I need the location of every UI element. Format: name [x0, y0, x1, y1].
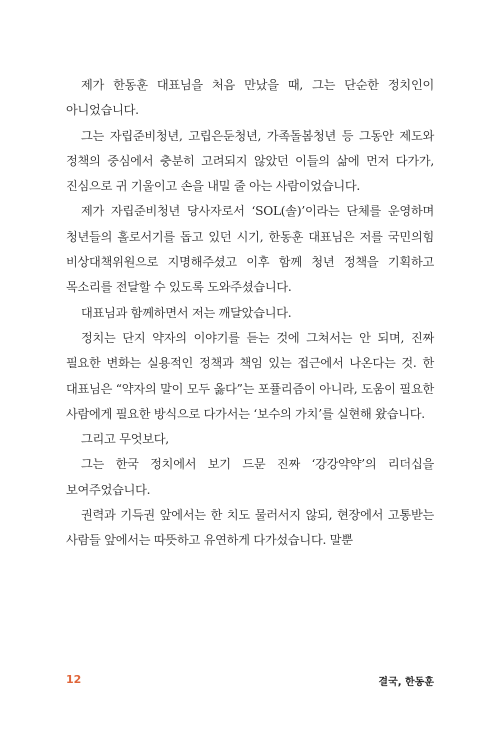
page-body: [66, 73, 434, 554]
running-title: 결국, 한동훈: [378, 677, 434, 688]
page-number: 12: [66, 673, 82, 686]
paragraph: 그리고 무엇보다,: [81, 432, 169, 447]
paragraph: 그는 한국 정치에서 보기 드문 진짜 ‘강강약약’의 리더십을 보여주었습니다.: [66, 457, 434, 497]
paragraph: 그는 자립준비청년, 고립은둔청년, 가족돌봄청년 등 그동안 제도와 정책의 중심에서 충분히 고려되지 않았던 이들의 삶에 먼저 다가가, 진심으로 귀 기울이고 손을 내밀 줄 아는 사람이었습니다.: [66, 128, 434, 194]
page-footer: [0, 673, 500, 689]
paragraph: 대표님과 함께하면서 저는 깨달았습니다.: [81, 305, 292, 320]
paragraph: 정치는 단지 약자의 이야기를 듣는 것에 그쳐서는 안 되며, 진짜 필요한 변화는 실용적인 정책과 책임 있는 접근에서 나온다는 것. 한 대표님은 “약자의 말이 모두 옳다”는 포퓰리즘이 아니라, 도움이 필요한 사람에게 필요한 방식으로 다가서는 ‘보수의 가치’를 실현해 왔습니다.: [66, 330, 434, 421]
paragraph: 제가 한동훈 대표님을 처음 만났을 때, 그는 단순한 정치인이 아니었습니다.: [66, 78, 434, 118]
paragraph: 권력과 기득권 앞에서는 한 치도 물러서지 않되, 현장에서 고통받는 사람들 앞에서는 따뜻하고 유연하게 다가섰습니다. 말뿐: [66, 508, 434, 548]
paragraph: 제가 자립준비청년 당사자로서 ‘SOL(솔)’이라는 단체를 운영하며 청년들의 홀로서기를 돕고 있던 시기, 한동훈 대표님은 저를 국민의힘 비상대책위원으로 지명해주셨고 이후 함께 청년 정책을 기획하고 목소리를 전달할 수 있도록 도와주셨습니다.: [66, 204, 434, 295]
